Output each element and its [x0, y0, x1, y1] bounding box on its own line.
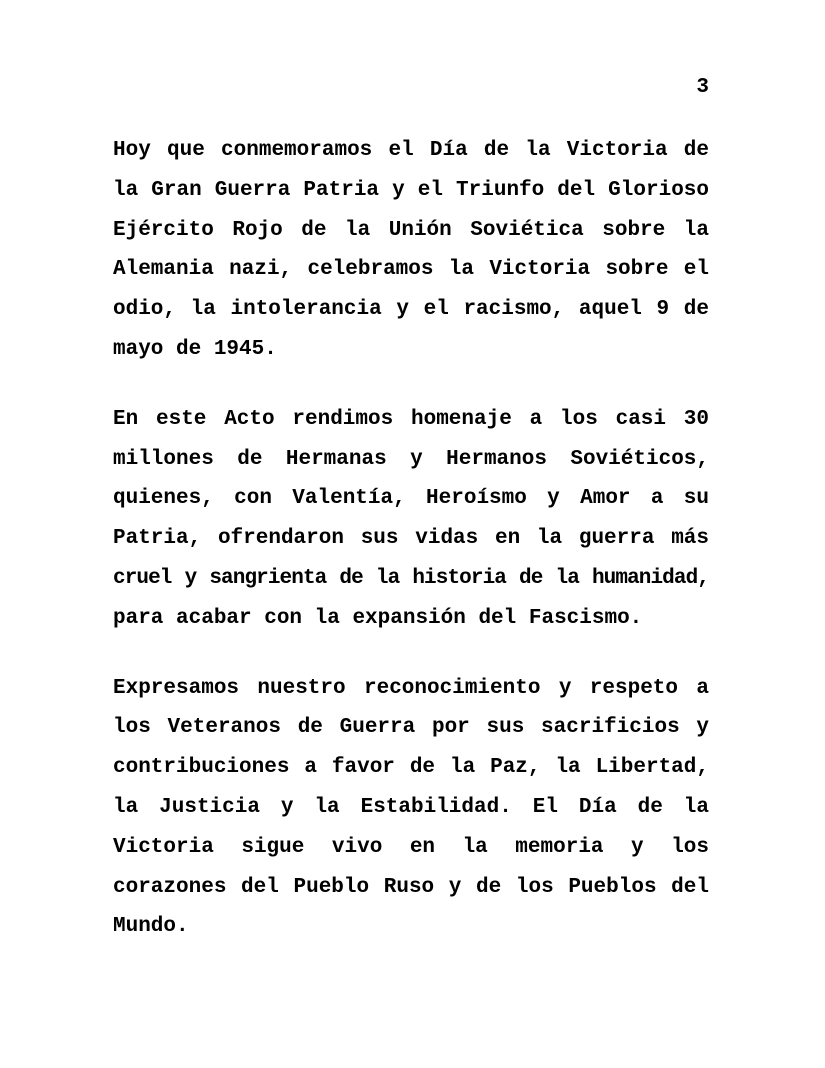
text-line: contribuciones a favor de la Paz, la Libertad,	[113, 756, 709, 780]
text-line: Ejército Rojo de la Unión Soviética sobre la	[113, 218, 709, 242]
text-line: Patria, ofrendaron sus vidas en la guerra más	[113, 527, 709, 551]
text-line: Expresamos nuestro reconocimiento y respeto a	[113, 676, 709, 700]
document-body	[113, 131, 709, 977]
paragraph-victory-day	[113, 131, 709, 370]
text-line: millones de Hermanas y Hermanos Soviéticos,	[113, 447, 709, 471]
text-line: para acabar con la expansión del Fascismo.	[113, 606, 643, 630]
paragraph-homage	[113, 400, 709, 639]
text-line: mayo de 1945.	[113, 337, 277, 361]
text-line: la Justicia y la Estabilidad. El Día de la	[113, 795, 709, 819]
text-line: odio, la intolerancia y el racismo, aquel 9 de	[113, 298, 709, 322]
text-line: quienes, con Valentía, Heroísmo y Amor a su	[113, 487, 709, 511]
text-line: Hoy que conmemoramos el Día de la Victoria de	[113, 139, 709, 162]
text-line: En este Acto rendimos homenaje a los casi 30	[113, 407, 709, 431]
text-line: la Gran Guerra Patria y el Triunfo del Glorioso	[113, 178, 709, 202]
text-line: Victoria sigue vivo en la memoria y los	[113, 835, 709, 859]
text-line: Alemania nazi, celebramos la Victoria sobre el	[113, 258, 709, 282]
text-line: Mundo.	[113, 915, 189, 939]
text-line: corazones del Pueblo Ruso y de los Pueblos del	[113, 875, 709, 899]
paragraph-veterans	[113, 669, 709, 948]
text-line: cruel y sangrienta de la historia de la humanidad,	[113, 566, 709, 590]
text-line: los Veteranos de Guerra por sus sacrificios y	[113, 716, 709, 740]
page-number: 3	[696, 76, 709, 99]
